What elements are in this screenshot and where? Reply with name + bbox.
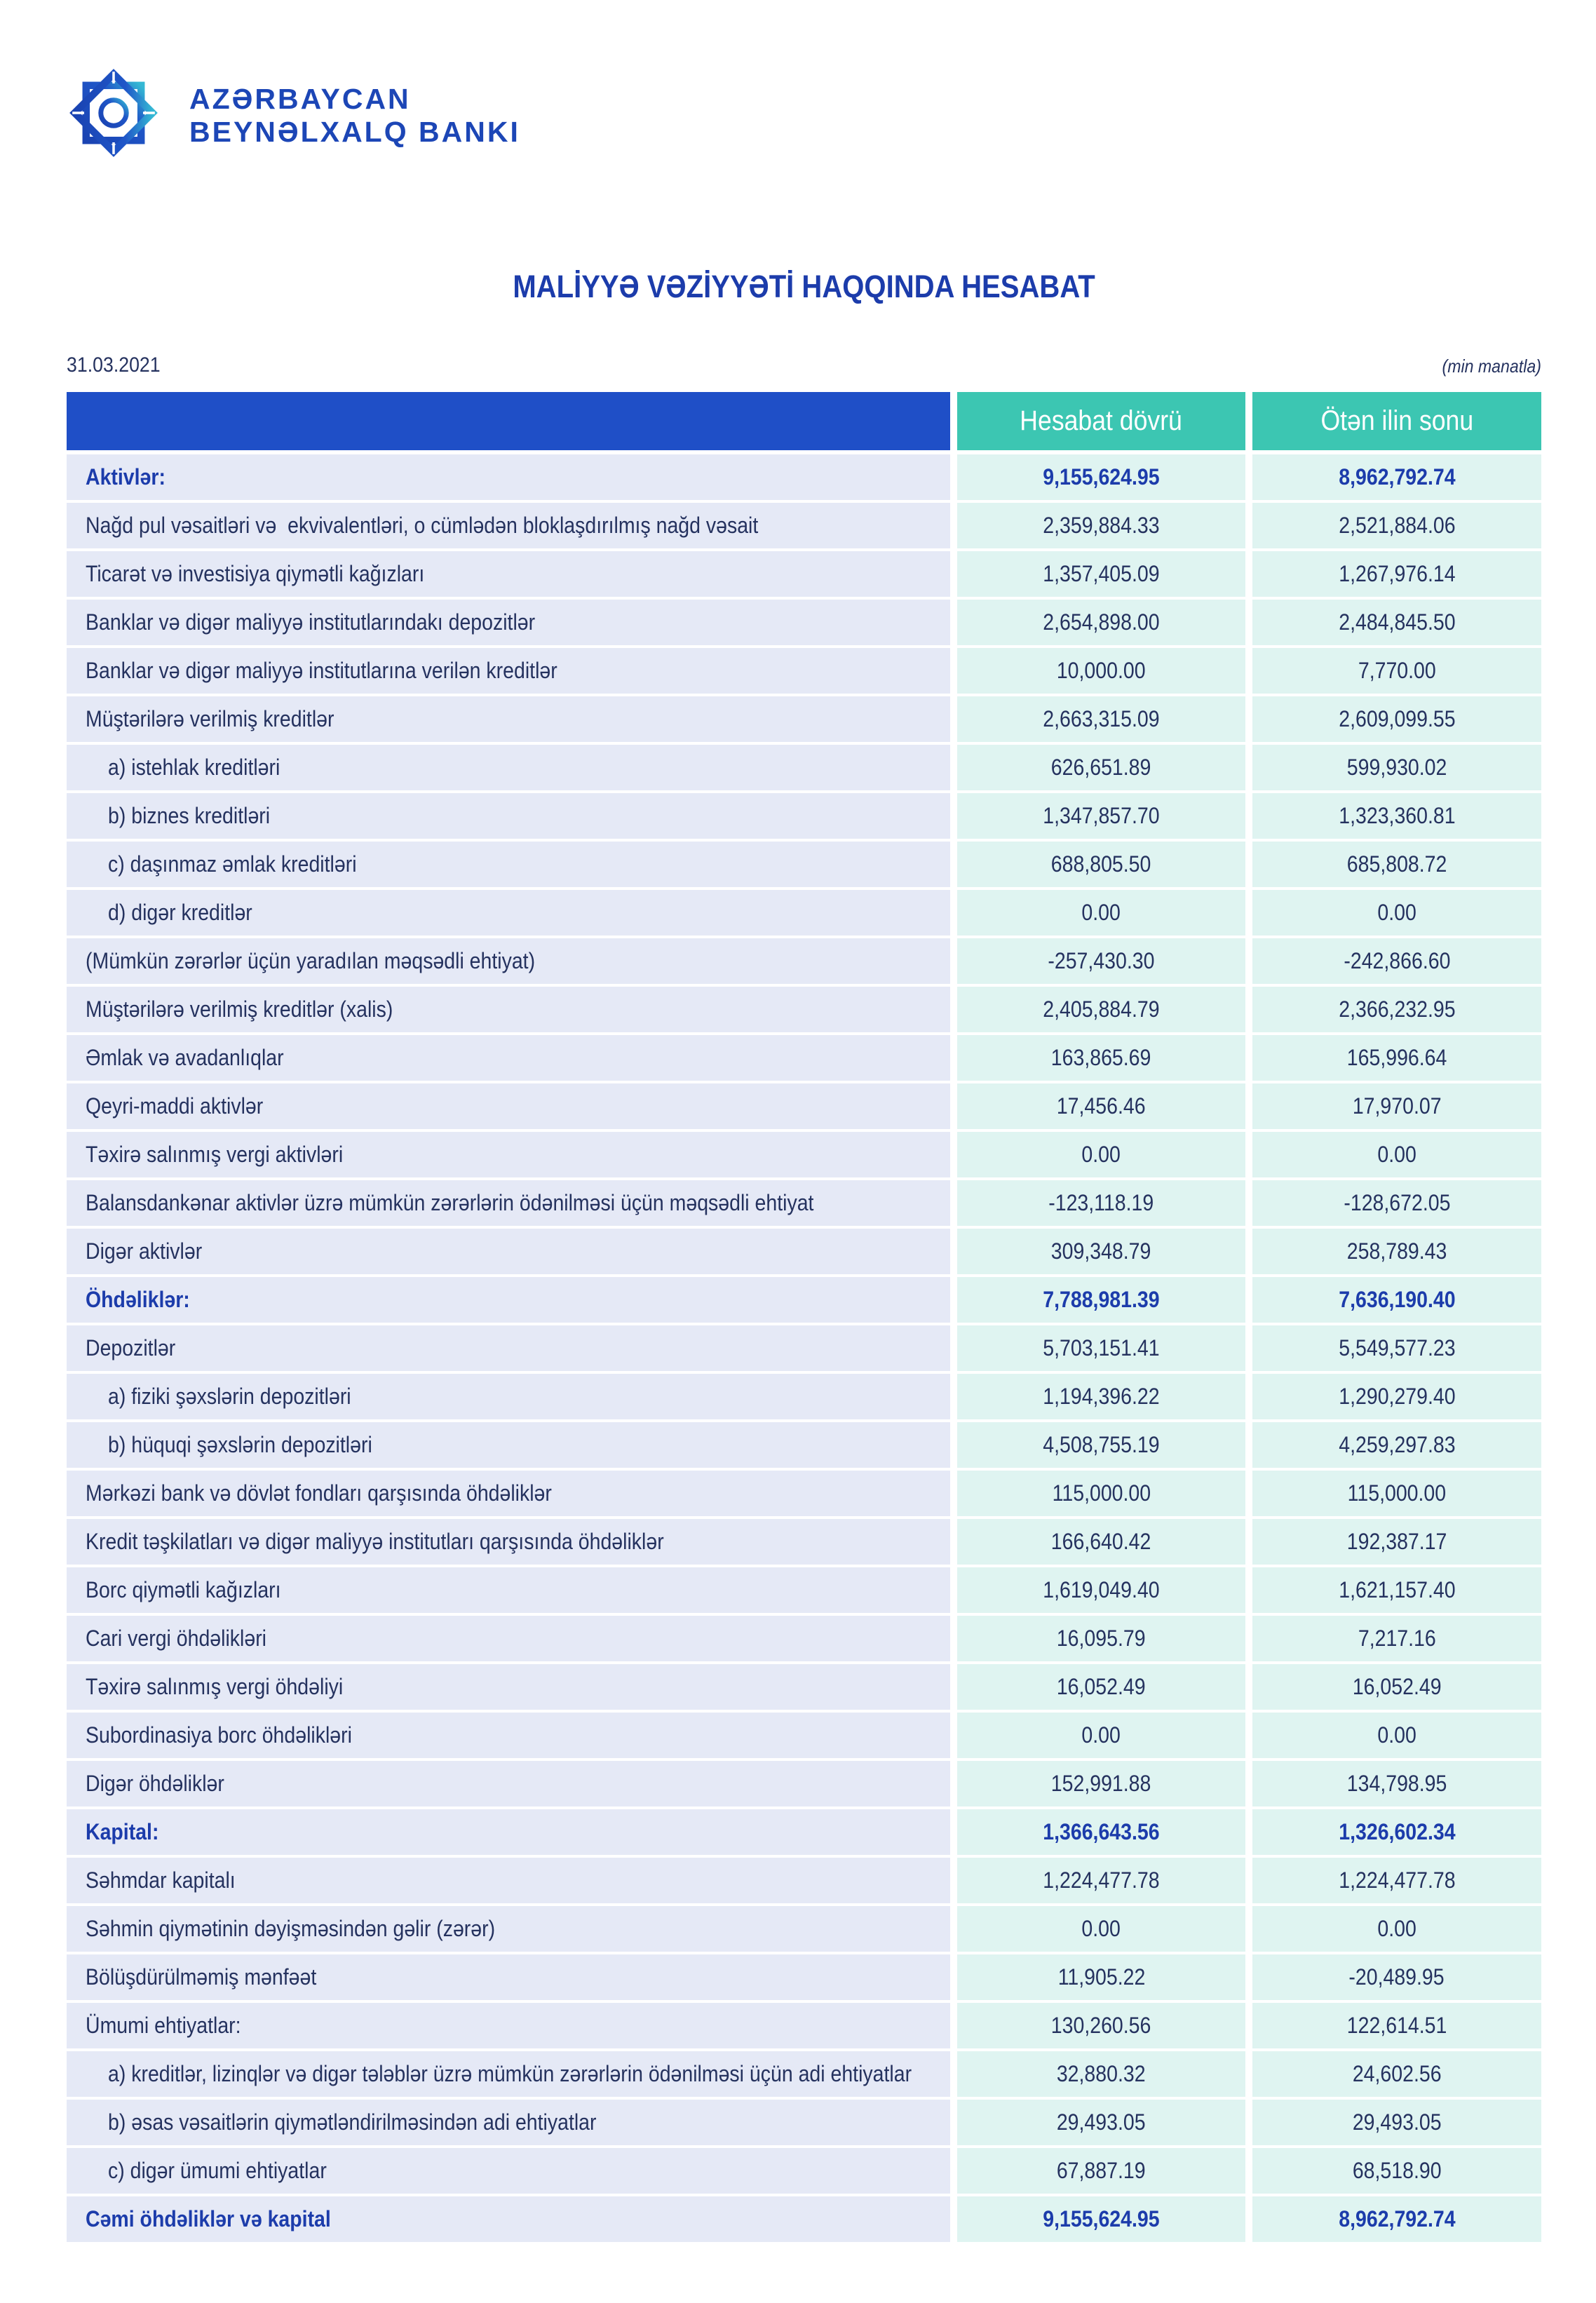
- row-label-cell: [67, 1713, 950, 1758]
- row-label-cell: [67, 600, 950, 645]
- current-period-value: 0.00: [1081, 900, 1121, 925]
- table-row: [67, 1616, 1541, 1661]
- row-label-cell: [67, 1229, 950, 1274]
- row-label: Cəmi öhdəliklər və kapital: [86, 2206, 331, 2231]
- current-period-value: 7,788,981.39: [1043, 1287, 1160, 1312]
- current-period-value-cell: [957, 1277, 1245, 1323]
- current-period-value-cell: [957, 551, 1245, 597]
- previous-year-end-value-cell: [1252, 1519, 1541, 1565]
- current-period-value: 626,651.89: [1051, 755, 1151, 780]
- table-row: [67, 1132, 1541, 1177]
- row-label-cell: [67, 696, 950, 742]
- row-label-cell: [67, 1471, 950, 1516]
- previous-year-end-value-cell: [1252, 987, 1541, 1032]
- section-row: [67, 454, 1541, 500]
- previous-year-end-value: -20,489.95: [1348, 1964, 1445, 1990]
- table-row: [67, 1664, 1541, 1710]
- previous-year-end-value: 7,217.16: [1358, 1626, 1436, 1651]
- table-row: [67, 1954, 1541, 2000]
- previous-year-end-value: 0.00: [1377, 1722, 1416, 1748]
- row-label-cell: [67, 1035, 950, 1081]
- current-period-value-cell: [957, 1471, 1245, 1516]
- previous-year-end-value-cell: [1252, 1761, 1541, 1806]
- current-period-value-cell: [957, 1422, 1245, 1468]
- current-period-value: -257,430.30: [1048, 948, 1155, 973]
- row-label-cell: [67, 1180, 950, 1226]
- row-label: Subordinasiya borc öhdəlikləri: [86, 1722, 352, 1748]
- previous-year-end-value-cell: [1252, 1422, 1541, 1468]
- previous-year-end-value-cell: [1252, 2196, 1541, 2242]
- current-period-value-cell: [957, 696, 1245, 742]
- current-period-value-cell: [957, 745, 1245, 790]
- row-label-cell: [67, 1422, 950, 1468]
- row-label: Öhdəliklər:: [86, 1287, 190, 1312]
- table-row: [67, 1180, 1541, 1226]
- current-period-value-cell: [957, 1519, 1245, 1565]
- table-row: [67, 1035, 1541, 1081]
- previous-year-end-value-cell: [1252, 1229, 1541, 1274]
- previous-year-end-value-cell: [1252, 1035, 1541, 1081]
- table-subrow: [67, 1422, 1541, 1468]
- report-date-wrap: [67, 353, 172, 378]
- current-period-value-cell: [957, 2196, 1245, 2242]
- current-period-value-cell: [957, 2148, 1245, 2194]
- row-label-cell: [67, 2100, 950, 2145]
- table-subrow: [67, 2148, 1541, 2194]
- table-row: [67, 1567, 1541, 1613]
- current-period-value-cell: [957, 1954, 1245, 2000]
- previous-year-end-value: 685,808.72: [1346, 851, 1447, 877]
- table-row: [67, 1229, 1541, 1274]
- previous-year-end-value: 1,326,602.34: [1338, 1819, 1456, 1844]
- current-period-value: 1,194,396.22: [1043, 1384, 1160, 1409]
- previous-year-end-value: 1,323,360.81: [1338, 803, 1456, 828]
- row-label-cell: [67, 1374, 950, 1419]
- row-label: Kredit təşkilatları və digər maliyyə institutları qarşısında öhdəliklər: [86, 1529, 664, 1554]
- row-label-cell: [67, 1325, 950, 1371]
- row-label: Banklar və digər maliyyə institutlarındakı depozitlər: [86, 609, 536, 635]
- current-period-value-cell: [957, 1809, 1245, 1855]
- current-period-value-cell: [957, 1906, 1245, 1952]
- previous-year-end-value: -128,672.05: [1343, 1190, 1451, 1215]
- current-period-value-cell: [957, 1035, 1245, 1081]
- table-row: [67, 987, 1541, 1032]
- row-label: (Mümkün zərərlər üçün yaradılan məqsədli ehtiyat): [86, 948, 536, 973]
- row-label-cell: [67, 890, 950, 936]
- previous-year-end-value-cell: [1252, 1374, 1541, 1419]
- table-subrow: [67, 2100, 1541, 2145]
- row-label-cell: [67, 938, 950, 984]
- previous-year-end-value: 0.00: [1377, 900, 1416, 925]
- previous-year-end-value-cell: [1252, 1664, 1541, 1710]
- row-label-cell: [67, 454, 950, 500]
- row-label: Depozitlər: [86, 1335, 176, 1360]
- current-period-value-cell: [957, 600, 1245, 645]
- current-period-value: 17,456.46: [1057, 1093, 1146, 1119]
- previous-year-end-value: 1,290,279.40: [1338, 1384, 1456, 1409]
- row-label: Cari vergi öhdəlikləri: [86, 1626, 267, 1651]
- previous-year-end-value-cell: [1252, 1567, 1541, 1613]
- row-label: a) istehlak kreditləri: [108, 755, 280, 780]
- row-label-cell: [67, 1567, 950, 1613]
- table-row: [67, 648, 1541, 694]
- row-label-cell: [67, 1132, 950, 1177]
- row-label: Təxirə salınmış vergi aktivləri: [86, 1142, 344, 1167]
- table-row: [67, 1471, 1541, 1516]
- current-period-value: 4,508,755.19: [1043, 1432, 1160, 1457]
- report-title-wrap: [67, 269, 1541, 305]
- row-label-cell: [67, 551, 950, 597]
- previous-year-end-value-cell: [1252, 1471, 1541, 1516]
- current-period-value: 130,260.56: [1051, 2013, 1151, 2038]
- previous-year-end-value-cell: [1252, 842, 1541, 887]
- row-label-cell: [67, 648, 950, 694]
- row-label-cell: [67, 2003, 950, 2048]
- previous-year-end-value: 0.00: [1377, 1142, 1416, 1167]
- row-label: Əmlak və avadanlıqlar: [86, 1045, 284, 1070]
- previous-year-end-value-cell: [1252, 2051, 1541, 2097]
- current-period-value: 10,000.00: [1057, 658, 1146, 683]
- table-subrow: [67, 1374, 1541, 1419]
- previous-year-end-value-cell: [1252, 648, 1541, 694]
- row-label-cell: [67, 1277, 950, 1323]
- previous-year-end-value: 1,621,157.40: [1338, 1577, 1456, 1602]
- previous-year-end-value-cell: [1252, 1906, 1541, 1952]
- previous-year-end-value-cell: [1252, 1809, 1541, 1855]
- current-period-value: 309,348.79: [1051, 1238, 1151, 1264]
- current-period-value: 29,493.05: [1057, 2109, 1146, 2135]
- table-row: [67, 696, 1541, 742]
- previous-year-end-value: 2,484,845.50: [1338, 609, 1456, 635]
- row-label: Səhmdar kapitalı: [86, 1868, 236, 1893]
- row-label: Digər aktivlər: [86, 1238, 203, 1264]
- current-period-value: 9,155,624.95: [1043, 2206, 1160, 2231]
- previous-year-end-value-cell: [1252, 2003, 1541, 2048]
- current-period-value: 16,095.79: [1057, 1626, 1146, 1651]
- row-label-cell: [67, 1954, 950, 2000]
- current-period-value: 9,155,624.95: [1043, 464, 1160, 489]
- previous-year-end-value: 0.00: [1377, 1916, 1416, 1941]
- current-period-value: 1,347,857.70: [1043, 803, 1160, 828]
- row-label: b) hüquqi şəxslərin depozitləri: [108, 1432, 372, 1457]
- previous-year-end-value: 599,930.02: [1346, 755, 1447, 780]
- row-label: a) kreditlər, lizinqlər və digər tələblər üzrə mümkün zərərlərin ödənilməsi üçün adi ehtiyatlar: [108, 2061, 912, 2086]
- row-label-cell: [67, 793, 950, 839]
- previous-year-end-value-cell: [1252, 890, 1541, 936]
- unit-note: (min manatla): [1442, 356, 1541, 377]
- table-row: [67, 2003, 1541, 2048]
- row-label-cell: [67, 2148, 950, 2194]
- row-label: Müştərilərə verilmiş kreditlər: [86, 706, 334, 731]
- current-period-value: 0.00: [1081, 1722, 1121, 1748]
- row-label-cell: [67, 1761, 950, 1806]
- section-row: [67, 1809, 1541, 1855]
- header-current-period: Hesabat dövrü: [1020, 405, 1183, 436]
- current-period-value-cell: [957, 1374, 1245, 1419]
- row-label: Mərkəzi bank və dövlət fondları qarşısında öhdəliklər: [86, 1480, 552, 1506]
- row-label: c) digər ümumi ehtiyatlar: [108, 2158, 327, 2183]
- previous-year-end-value: 4,259,297.83: [1338, 1432, 1456, 1457]
- previous-year-end-value-cell: [1252, 1132, 1541, 1177]
- row-label-cell: [67, 503, 950, 548]
- bank-name-line1: AZƏRBAYCAN: [189, 83, 411, 115]
- previous-year-end-value: 2,366,232.95: [1338, 997, 1456, 1022]
- current-period-value: 2,405,884.79: [1043, 997, 1160, 1022]
- current-period-value: 1,224,477.78: [1043, 1868, 1160, 1893]
- row-label: a) fiziki şəxslərin depozitləri: [108, 1384, 351, 1409]
- row-label-cell: [67, 1083, 950, 1129]
- current-period-value: 166,640.42: [1051, 1529, 1151, 1554]
- row-label: Səhmin qiymətinin dəyişməsindən gəlir (zərər): [86, 1916, 496, 1941]
- row-label-cell: [67, 1809, 950, 1855]
- previous-year-end-value-cell: [1252, 1713, 1541, 1758]
- previous-year-end-value-cell: [1252, 1083, 1541, 1129]
- current-period-value-cell: [957, 1180, 1245, 1226]
- current-period-value-cell: [957, 1664, 1245, 1710]
- row-label-cell: [67, 842, 950, 887]
- current-period-value-cell: [957, 793, 1245, 839]
- current-period-value-cell: [957, 1713, 1245, 1758]
- table-row: [67, 938, 1541, 984]
- previous-year-end-value: 68,518.90: [1352, 2158, 1442, 2183]
- previous-year-end-value: 17,970.07: [1352, 1093, 1442, 1119]
- row-label-cell: [67, 1519, 950, 1565]
- row-label: Ticarət və investisiya qiymətli kağızları: [86, 561, 425, 586]
- row-label: Borc qiymətli kağızları: [86, 1577, 281, 1602]
- current-period-value-cell: [957, 503, 1245, 548]
- row-label-cell: [67, 1906, 950, 1952]
- current-period-value: 0.00: [1081, 1916, 1121, 1941]
- previous-year-end-value: 8,962,792.74: [1338, 464, 1456, 489]
- current-period-value-cell: [957, 2003, 1245, 2048]
- current-period-value: 1,357,405.09: [1043, 561, 1160, 586]
- table-row: [67, 1713, 1541, 1758]
- previous-year-end-value-cell: [1252, 2148, 1541, 2194]
- current-period-value: 32,880.32: [1057, 2061, 1146, 2086]
- current-period-value-cell: [957, 1616, 1245, 1661]
- row-label: Müştərilərə verilmiş kreditlər (xalis): [86, 997, 393, 1022]
- current-period-value-cell: [957, 2100, 1245, 2145]
- current-period-value: 2,654,898.00: [1043, 609, 1160, 635]
- current-period-value-cell: [957, 1325, 1245, 1371]
- financial-position-table: [67, 392, 1541, 2242]
- header-label-cell: [67, 392, 950, 450]
- table-row: [67, 1325, 1541, 1371]
- current-period-value: 2,663,315.09: [1043, 706, 1160, 731]
- row-label-cell: [67, 1664, 950, 1710]
- previous-year-end-value: 5,549,577.23: [1338, 1335, 1456, 1360]
- previous-year-end-value-cell: [1252, 745, 1541, 790]
- current-period-value-cell: [957, 1858, 1245, 1903]
- previous-year-end-value: 115,000.00: [1347, 1480, 1447, 1506]
- row-label: Qeyri-maddi aktivlər: [86, 1093, 264, 1119]
- current-period-value-cell: [957, 454, 1245, 500]
- section-row: [67, 1277, 1541, 1323]
- report-date: 31.03.2021: [67, 353, 161, 377]
- previous-year-end-value-cell: [1252, 1325, 1541, 1371]
- previous-year-end-value: 134,798.95: [1346, 1771, 1447, 1796]
- previous-year-end-value: 122,614.51: [1346, 2013, 1447, 2038]
- row-label: Bölüşdürülməmiş mənfəət: [86, 1964, 317, 1990]
- current-period-value-cell: [957, 987, 1245, 1032]
- previous-year-end-value: -242,866.60: [1343, 948, 1451, 973]
- current-period-value-cell: [957, 890, 1245, 936]
- table-row: [67, 1906, 1541, 1952]
- row-label: Nağd pul vəsaitləri və ekvivalentləri, o cümlədən bloklaşdırılmış nağd vəsait: [86, 513, 759, 538]
- row-label-cell: [67, 2051, 950, 2097]
- row-label: Banklar və digər maliyyə institutlarına verilən kreditlər: [86, 658, 557, 683]
- current-period-value: 0.00: [1081, 1142, 1121, 1167]
- current-period-value: 67,887.19: [1057, 2158, 1146, 2183]
- previous-year-end-value-cell: [1252, 1180, 1541, 1226]
- row-label-cell: [67, 987, 950, 1032]
- header-previous-year-end-cell: [1252, 392, 1541, 450]
- current-period-value: 688,805.50: [1051, 851, 1151, 877]
- previous-year-end-value: 16,052.49: [1352, 1674, 1442, 1699]
- table-subrow: [67, 745, 1541, 790]
- table-row: [67, 551, 1541, 597]
- previous-year-end-value: 29,493.05: [1352, 2109, 1442, 2135]
- previous-year-end-value: 24,602.56: [1352, 2061, 1442, 2086]
- current-period-value: 163,865.69: [1051, 1045, 1151, 1070]
- previous-year-end-value: 192,387.17: [1346, 1529, 1447, 1554]
- current-period-value-cell: [957, 1132, 1245, 1177]
- table-subrow: [67, 842, 1541, 887]
- previous-year-end-value-cell: [1252, 938, 1541, 984]
- row-label: d) digər kreditlər: [108, 900, 252, 925]
- row-label-cell: [67, 1858, 950, 1903]
- previous-year-end-value-cell: [1252, 1954, 1541, 2000]
- previous-year-end-value-cell: [1252, 793, 1541, 839]
- current-period-value: 11,905.22: [1057, 1964, 1145, 1990]
- star-emblem-icon: [65, 64, 163, 162]
- report-title: MALİYYƏ VƏZİYYƏTİ HAQQINDA HESABAT: [513, 269, 1095, 304]
- current-period-value: 5,703,151.41: [1043, 1335, 1160, 1360]
- previous-year-end-value-cell: [1252, 551, 1541, 597]
- previous-year-end-value: 2,521,884.06: [1338, 513, 1456, 538]
- current-period-value: 1,366,643.56: [1043, 1819, 1160, 1844]
- previous-year-end-value-cell: [1252, 1277, 1541, 1323]
- previous-year-end-value-cell: [1252, 503, 1541, 548]
- header-previous-year-end: Ötən ilin sonu: [1320, 405, 1473, 436]
- row-label: Təxirə salınmış vergi öhdəliyi: [86, 1674, 344, 1699]
- previous-year-end-value-cell: [1252, 600, 1541, 645]
- table-row: [67, 503, 1541, 548]
- current-period-value: -123,118.19: [1048, 1190, 1154, 1215]
- row-label: b) biznes kreditləri: [108, 803, 271, 828]
- row-label: Balansdankənar aktivlər üzrə mümkün zərərlərin ödənilməsi üçün məqsədli ehtiyat: [86, 1190, 814, 1215]
- current-period-value-cell: [957, 938, 1245, 984]
- row-label-cell: [67, 1616, 950, 1661]
- table-row: [67, 1858, 1541, 1903]
- current-period-value-cell: [957, 842, 1245, 887]
- row-label-cell: [67, 745, 950, 790]
- row-label: Digər öhdəliklər: [86, 1771, 224, 1796]
- current-period-value: 2,359,884.33: [1043, 513, 1160, 538]
- current-period-value-cell: [957, 2051, 1245, 2097]
- row-label: Ümumi ehtiyatlar:: [86, 2013, 241, 2038]
- previous-year-end-value: 7,636,190.40: [1338, 1287, 1456, 1312]
- current-period-value: 16,052.49: [1057, 1674, 1146, 1699]
- table-row: [67, 600, 1541, 645]
- previous-year-end-value: 2,609,099.55: [1338, 706, 1456, 731]
- table-row: [67, 1519, 1541, 1565]
- table-row: [67, 1761, 1541, 1806]
- previous-year-end-value: 165,996.64: [1346, 1045, 1447, 1070]
- current-period-value-cell: [957, 1083, 1245, 1129]
- current-period-value-cell: [957, 648, 1245, 694]
- header-current-period-cell: [957, 392, 1245, 450]
- previous-year-end-value-cell: [1252, 2100, 1541, 2145]
- current-period-value-cell: [957, 1567, 1245, 1613]
- table-row: [67, 1083, 1541, 1129]
- row-label: Kapital:: [86, 1819, 159, 1844]
- current-period-value-cell: [957, 1761, 1245, 1806]
- previous-year-end-value: 7,770.00: [1358, 658, 1436, 683]
- bank-name-line2: BEYNƏLXALQ BANKI: [189, 116, 520, 148]
- table-subrow: [67, 890, 1541, 936]
- previous-year-end-value-cell: [1252, 454, 1541, 500]
- grand-total-row: [67, 2196, 1541, 2242]
- unit-note-wrap: [1430, 355, 1541, 377]
- current-period-value: 115,000.00: [1052, 1480, 1151, 1506]
- row-label: b) əsas vəsaitlərin qiymətləndirilməsindən adi ehtiyatlar: [108, 2109, 597, 2135]
- row-label-cell: [67, 2196, 950, 2242]
- previous-year-end-value-cell: [1252, 696, 1541, 742]
- table-subrow: [67, 793, 1541, 839]
- current-period-value: 152,991.88: [1051, 1771, 1151, 1796]
- current-period-value-cell: [957, 1229, 1245, 1274]
- table-header: [67, 392, 1541, 450]
- current-period-value: 1,619,049.40: [1043, 1577, 1160, 1602]
- previous-year-end-value: 8,962,792.74: [1338, 2206, 1456, 2231]
- row-label: c) daşınmaz əmlak kreditləri: [108, 851, 357, 877]
- previous-year-end-value-cell: [1252, 1616, 1541, 1661]
- previous-year-end-value-cell: [1252, 1858, 1541, 1903]
- table-subrow: [67, 2051, 1541, 2097]
- previous-year-end-value: 1,224,477.78: [1338, 1868, 1456, 1893]
- previous-year-end-value: 258,789.43: [1346, 1238, 1447, 1264]
- row-label: Aktivlər:: [86, 464, 165, 489]
- previous-year-end-value: 1,267,976.14: [1338, 561, 1456, 586]
